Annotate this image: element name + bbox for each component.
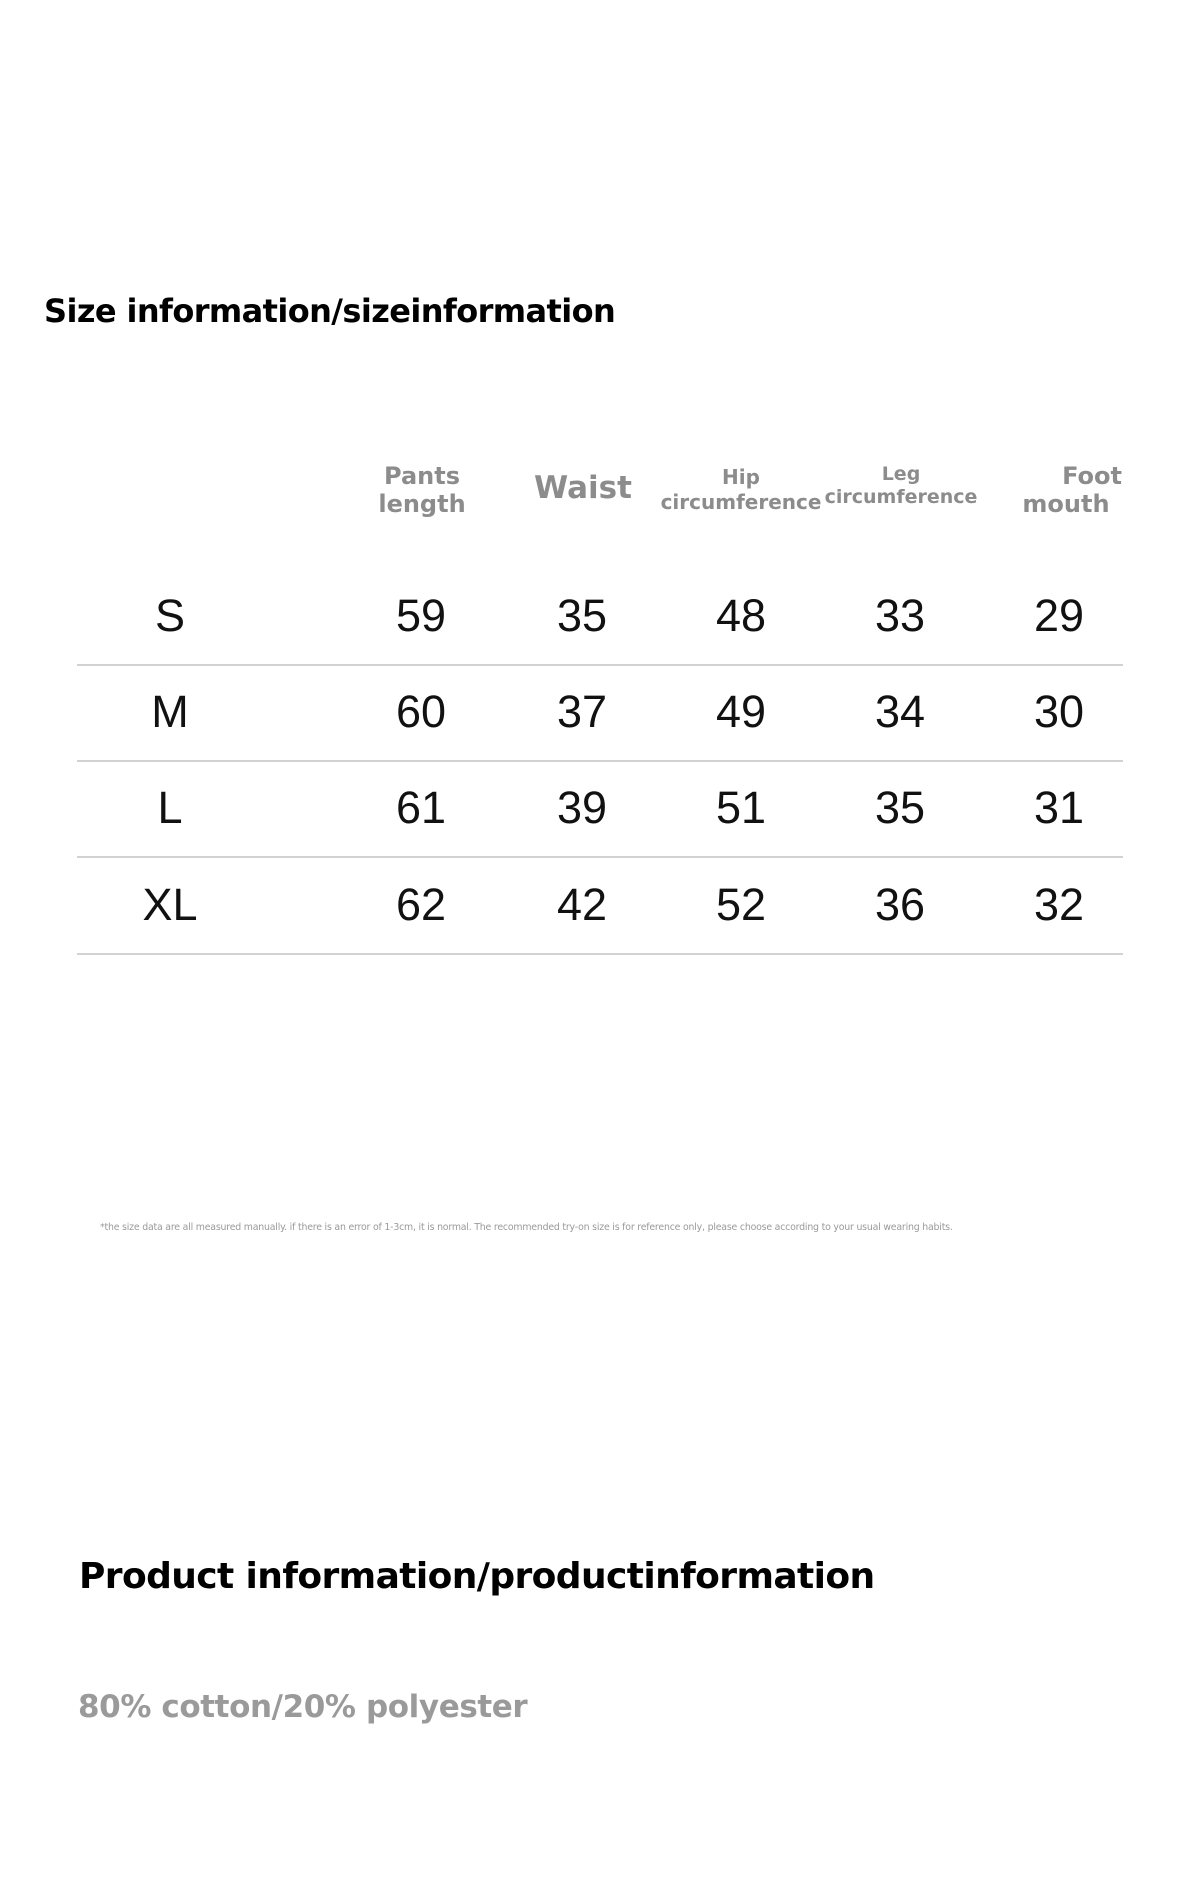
- size-label: S: [154, 590, 186, 641]
- size-row-l: [77, 760, 1123, 858]
- product-section-title: Product information/productinformation: [79, 1556, 875, 1597]
- header-hip-line2: circumference: [660, 490, 822, 514]
- header-leg-line1: Leg: [881, 463, 921, 485]
- header-foot-mouth: [1010, 462, 1122, 518]
- hip-value: 49: [715, 686, 767, 737]
- foot-mouth-value: 31: [1033, 782, 1085, 833]
- material-composition: 80% cotton/20% polyester: [78, 1689, 528, 1725]
- header-pants-length-line1: Pants: [384, 462, 460, 490]
- waist-value: 37: [556, 686, 608, 737]
- foot-mouth-value: 29: [1033, 590, 1085, 641]
- header-foot-line2: mouth: [1022, 490, 1110, 518]
- header-leg-line2: circumference: [824, 486, 978, 508]
- header-leg-circumference: [825, 463, 978, 509]
- pants-length-value: 59: [395, 590, 447, 641]
- header-pants-length: [378, 462, 465, 518]
- header-hip-line1: Hip: [722, 465, 760, 489]
- size-label: XL: [142, 879, 198, 930]
- hip-value: 51: [715, 782, 767, 833]
- size-label: L: [157, 782, 183, 833]
- pants-length-value: 60: [395, 686, 447, 737]
- foot-mouth-value: 30: [1033, 686, 1085, 737]
- hip-value: 48: [715, 590, 767, 641]
- header-hip-circumference: [661, 465, 822, 515]
- foot-mouth-value: 32: [1033, 879, 1085, 930]
- waist-value: 42: [556, 879, 608, 930]
- leg-value: 35: [874, 782, 926, 833]
- leg-value: 33: [874, 590, 926, 641]
- pants-length-value: 62: [395, 879, 447, 930]
- size-section-title: Size information/sizeinformation: [44, 292, 616, 330]
- header-foot-line1: Foot: [1062, 462, 1122, 490]
- size-label: M: [151, 686, 189, 737]
- leg-value: 34: [874, 686, 926, 737]
- header-waist: [534, 470, 632, 506]
- hip-value: 52: [715, 879, 767, 930]
- leg-value: 36: [874, 879, 926, 930]
- size-row-m: [77, 664, 1123, 762]
- size-disclaimer-note: *the size data are all measured manually. if there is an error of 1-3cm, it is normal. The recommended try-on size is for reference only, please choose according to your usual wearing habits.: [100, 1222, 953, 1233]
- size-row-s: [77, 568, 1123, 666]
- pants-length-value: 61: [395, 782, 447, 833]
- size-row-xl: [77, 857, 1123, 955]
- header-pants-length-line2: length: [378, 490, 466, 518]
- header-waist-label: Waist: [534, 470, 632, 506]
- waist-value: 35: [556, 590, 608, 641]
- waist-value: 39: [556, 782, 608, 833]
